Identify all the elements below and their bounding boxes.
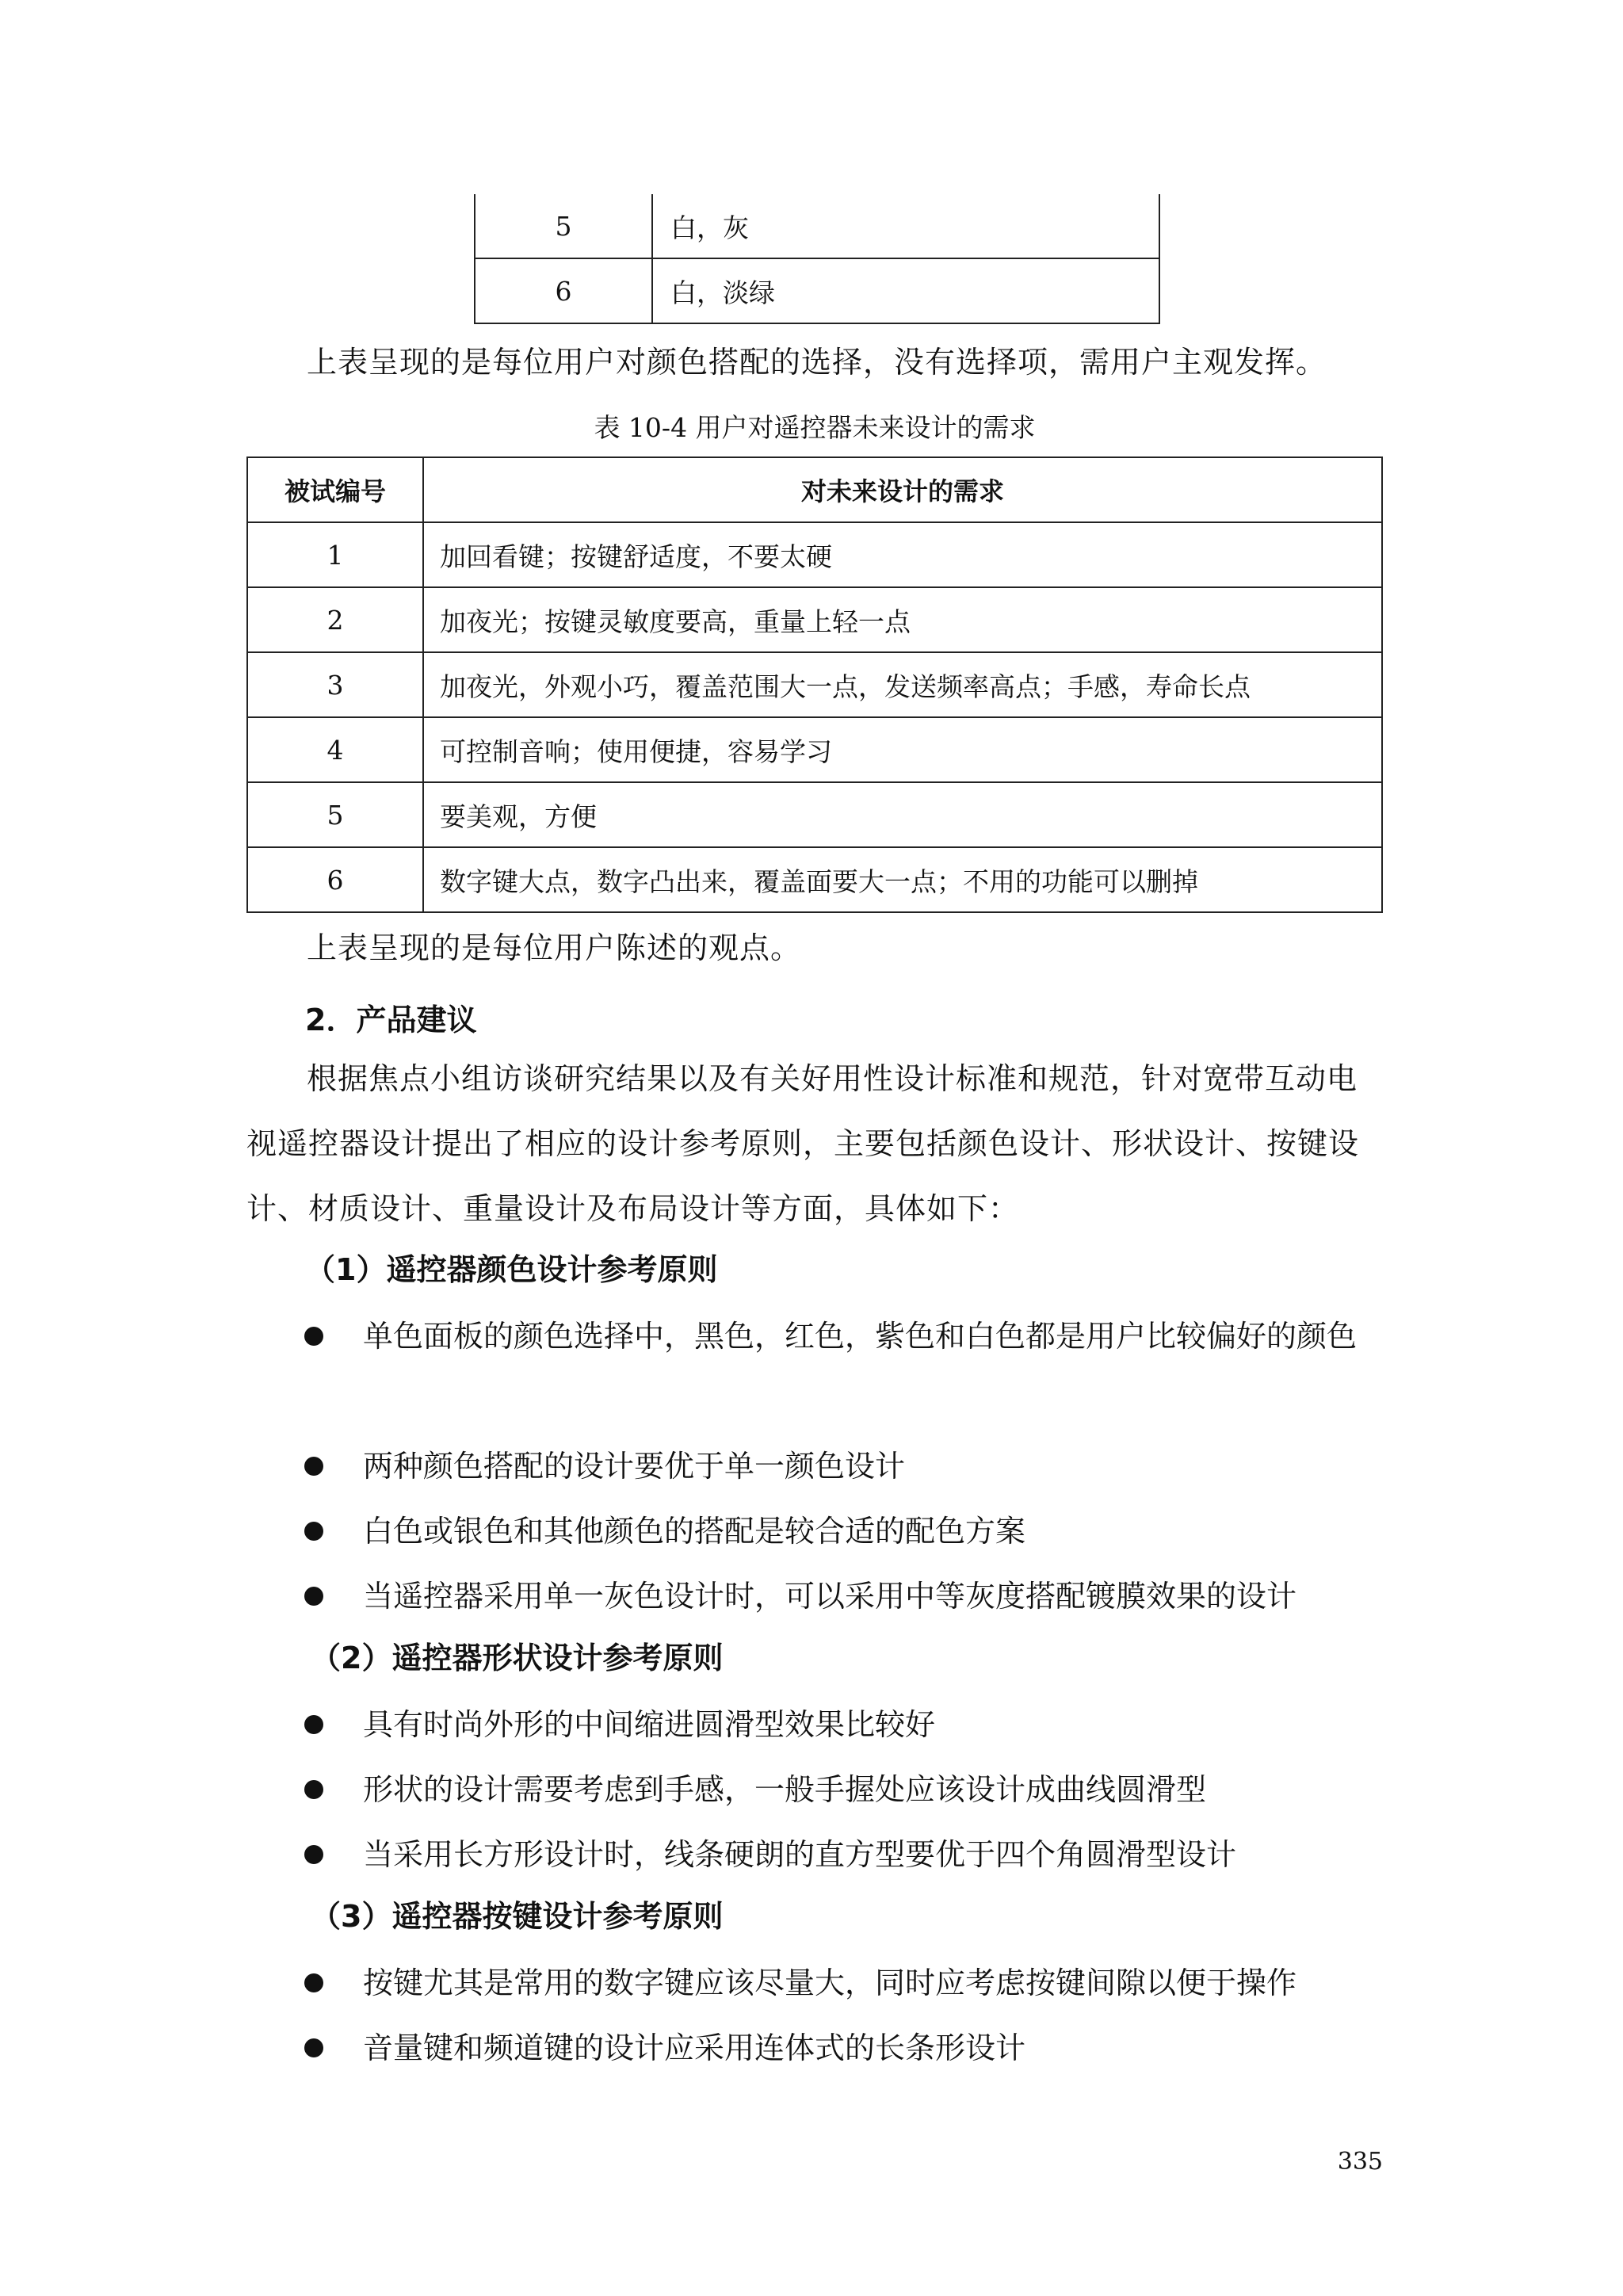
table-header-row	[247, 457, 1382, 522]
section-heading: 2．产品建议	[305, 1003, 477, 1037]
table-cell-id: 1	[247, 522, 423, 587]
table-cell-value: 白，灰	[652, 194, 1159, 258]
table-row	[247, 652, 1382, 717]
bullet-dot-icon	[304, 2038, 323, 2057]
table-row	[475, 258, 1159, 323]
bullet-dot-icon	[304, 1780, 323, 1799]
needs-table	[246, 457, 1383, 913]
table-cell-id: 3	[247, 652, 423, 717]
subsection-title-buttons: （3）遥控器按键设计参考原则	[311, 1899, 724, 1934]
table-cell-id: 5	[475, 194, 652, 258]
table-cell-id: 4	[247, 717, 423, 782]
table-cell-id: 5	[247, 782, 423, 847]
bullet-item	[304, 1757, 1384, 1822]
subsection-title-color: （1）遥控器颜色设计参考原则	[305, 1252, 718, 1287]
table-cell-id: 6	[475, 258, 652, 323]
bullet-item	[304, 1434, 1384, 1499]
bullet-text: 音量键和频道键的设计应采用连体式的长条形设计	[363, 2030, 1026, 2065]
bullet-item	[304, 2015, 1384, 2080]
intro-paragraph: 根据焦点小组访谈研究结果以及有关好用性设计标准和规范，针对宽带互动电视遥控器设计提出了相应的设计参考原则，主要包括颜色设计、形状设计、按键设计、材质设计、重量设计及布局设计等方面，具体如下：	[246, 1061, 1360, 1226]
bullet-text: 具有时尚外形的中间缩进圆滑型效果比较好	[363, 1707, 936, 1742]
header-subject-id: 被试编号	[247, 457, 423, 522]
table-row	[247, 717, 1382, 782]
bullet-dot-icon	[304, 1845, 323, 1864]
table-cell-need: 加夜光；按键灵敏度要高，重量上轻一点	[423, 587, 1382, 652]
subsection-title-shape: （2）遥控器形状设计参考原则	[311, 1641, 724, 1675]
bullet-dot-icon	[304, 1587, 323, 1606]
bullet-text: 形状的设计需要考虑到手感，一般手握处应该设计成曲线圆滑型	[363, 1772, 1207, 1807]
table-row	[247, 522, 1382, 587]
bullet-item	[304, 1692, 1384, 1757]
table-cell-need: 要美观，方便	[423, 782, 1382, 847]
color-table-continued	[474, 194, 1160, 324]
bullet-item	[304, 1950, 1384, 2015]
bullet-dot-icon	[304, 1973, 323, 1992]
table-cell-need: 数字键大点，数字凸出来，覆盖面要大一点；不用的功能可以删掉	[423, 847, 1382, 912]
page-number: 335	[1337, 2148, 1383, 2176]
bullet-item	[304, 1499, 1384, 1564]
bullet-text: 两种颜色搭配的设计要优于单一颜色设计	[363, 1449, 906, 1484]
bullet-item	[304, 1304, 1384, 1369]
table-cell-need: 加回看键；按键舒适度，不要太硬	[423, 522, 1382, 587]
header-future-needs: 对未来设计的需求	[423, 457, 1382, 522]
table-cell-value: 白，淡绿	[652, 258, 1159, 323]
bullet-dot-icon	[304, 1327, 323, 1346]
bullet-item	[304, 1564, 1384, 1629]
table-row	[247, 782, 1382, 847]
table-row	[247, 587, 1382, 652]
bullet-dot-icon	[304, 1522, 323, 1541]
bullet-text: 单色面板的颜色选择中，黑色，红色，紫色和白色都是用户比较偏好的颜色	[363, 1319, 1358, 1354]
bullet-item	[304, 1822, 1384, 1887]
bullet-text: 当遥控器采用单一灰色设计时，可以采用中等灰度搭配镀膜效果的设计	[363, 1579, 1297, 1614]
bullet-text: 按键尤其是常用的数字键应该尽量大，同时应考虑按键间隙以便于操作	[363, 1966, 1297, 2000]
bullet-dot-icon	[304, 1457, 323, 1476]
bullet-dot-icon	[304, 1715, 323, 1734]
table-cell-id: 6	[247, 847, 423, 912]
table-row	[475, 194, 1159, 258]
paragraph-needs-summary: 上表呈现的是每位用户陈述的观点。	[307, 930, 802, 965]
table-caption: 表 10-4 用户对遥控器未来设计的需求	[594, 412, 1036, 443]
table-cell-id: 2	[247, 587, 423, 652]
table-cell-need: 可控制音响；使用便捷，容易学习	[423, 717, 1382, 782]
bullet-text: 当采用长方形设计时，线条硬朗的直方型要优于四个角圆滑型设计	[363, 1837, 1237, 1872]
bullet-text: 白色或银色和其他颜色的搭配是较合适的配色方案	[363, 1514, 1026, 1549]
table-row	[247, 847, 1382, 912]
paragraph-color-summary: 上表呈现的是每位用户对颜色搭配的选择，没有选择项，需用户主观发挥。	[307, 345, 1327, 380]
table-cell-need: 加夜光，外观小巧，覆盖范围大一点，发送频率高点；手感，寿命长点	[423, 652, 1382, 717]
